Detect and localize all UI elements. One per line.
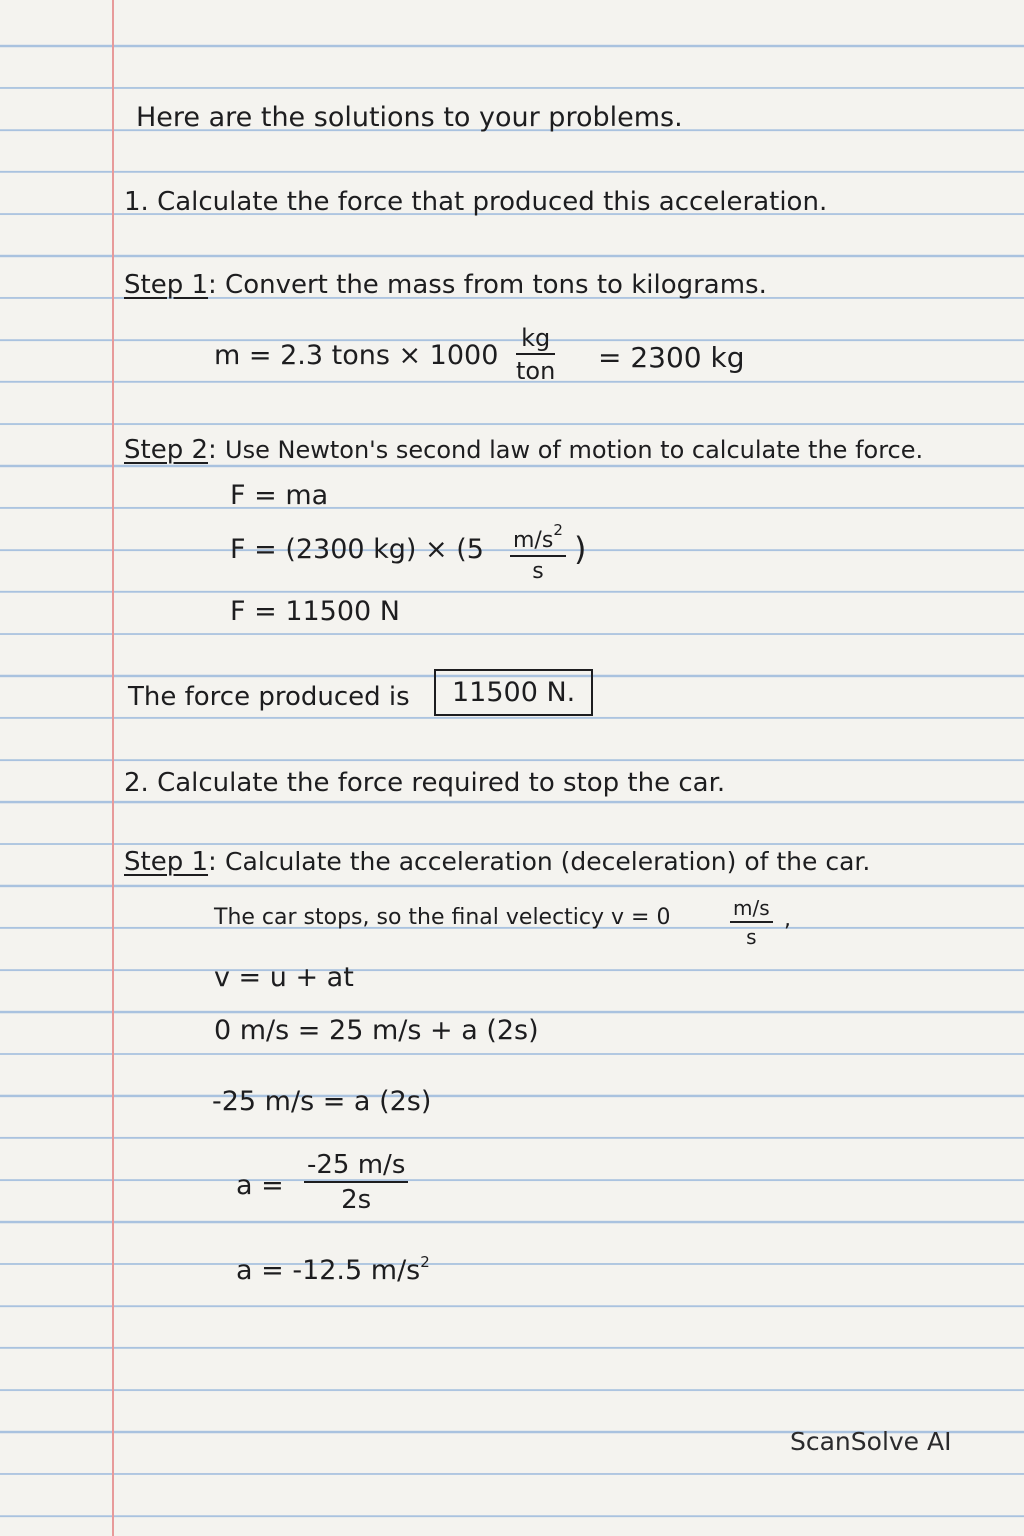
p1-step2-eq1: F = ma: [230, 480, 329, 511]
p1-step1-eq-left: m = 2.3 tons × 1000: [214, 340, 499, 371]
p1-step2-eq2-fraction: [510, 521, 566, 584]
p1-step1-eq-right: = 2300 kg: [598, 341, 745, 374]
p2-eq5: [236, 1253, 430, 1286]
p1-step2-colon: :: [208, 435, 217, 465]
p1-step1-colon: :: [208, 270, 217, 300]
p1-result-text: The force produced is: [128, 682, 410, 712]
watermark-text: ScanSolve AI: [790, 1427, 952, 1456]
p2-eq4-fraction: [304, 1152, 408, 1213]
p2-eq3: -25 m/s = a (2s): [212, 1086, 432, 1117]
p2-eq2: 0 m/s = 25 m/s + a (2s): [214, 1015, 539, 1046]
p2-eq4-left: a =: [236, 1170, 284, 1201]
p1-step2-eq3: F = 11500 N: [230, 596, 400, 627]
p2-step1-label: Step 1: [124, 847, 209, 877]
p1-step2-eq2-den: s: [532, 559, 544, 584]
margin-line: [112, 0, 114, 1536]
p1-result-box: 11500 N.: [434, 669, 593, 716]
p1-step2-eq2-sup: 2: [553, 521, 563, 539]
p2-note-end: ,: [784, 907, 791, 932]
p1-step1-label: Step 1: [124, 270, 209, 300]
p1-step1-unit-fraction: [516, 326, 555, 383]
p2-step1-colon: :: [208, 847, 217, 877]
p1-step1-line: [124, 272, 767, 298]
p2-eq1: v = u + at: [214, 962, 354, 993]
p2-step1-text: Calculate the acceleration (deceleration) of the car.: [225, 847, 871, 876]
p2-note-fraction: [730, 898, 773, 947]
p1-step2-text: Use Newton's second law of motion to calculate the force.: [225, 436, 924, 464]
p2-note-den: s: [746, 925, 757, 949]
problem-1-title: 1. Calculate the force that produced this acceleration.: [124, 187, 828, 217]
p1-step1-unit-den: ton: [516, 357, 556, 385]
p2-note-left: The car stops, so the final velecticy v = 0: [214, 905, 671, 930]
p2-eq5-sup: 2: [420, 1253, 430, 1271]
p1-step2-eq2-left: F = (2300 kg) × (5: [230, 534, 484, 565]
p2-note-num: m/s: [730, 898, 773, 923]
p2-step1-line: [124, 849, 870, 875]
p2-eq4-den: 2s: [341, 1185, 372, 1215]
intro-text: Here are the solutions to your problems.: [136, 102, 683, 133]
problem-2-title: 2. Calculate the force required to stop the car.: [124, 768, 726, 798]
p1-step2-line: [124, 437, 923, 463]
p2-eq5-left: a = -12.5 m/s: [236, 1255, 421, 1286]
p1-step1-text: Convert the mass from tons to kilograms.: [225, 270, 767, 300]
p1-step1-unit-num: kg: [516, 326, 555, 355]
p1-step2-eq2-close: ): [574, 530, 587, 568]
p1-step2-label: Step 2: [124, 435, 209, 465]
p2-eq4-num: -25 m/s: [304, 1152, 408, 1183]
p1-step2-eq2-num: m/s: [513, 528, 554, 553]
